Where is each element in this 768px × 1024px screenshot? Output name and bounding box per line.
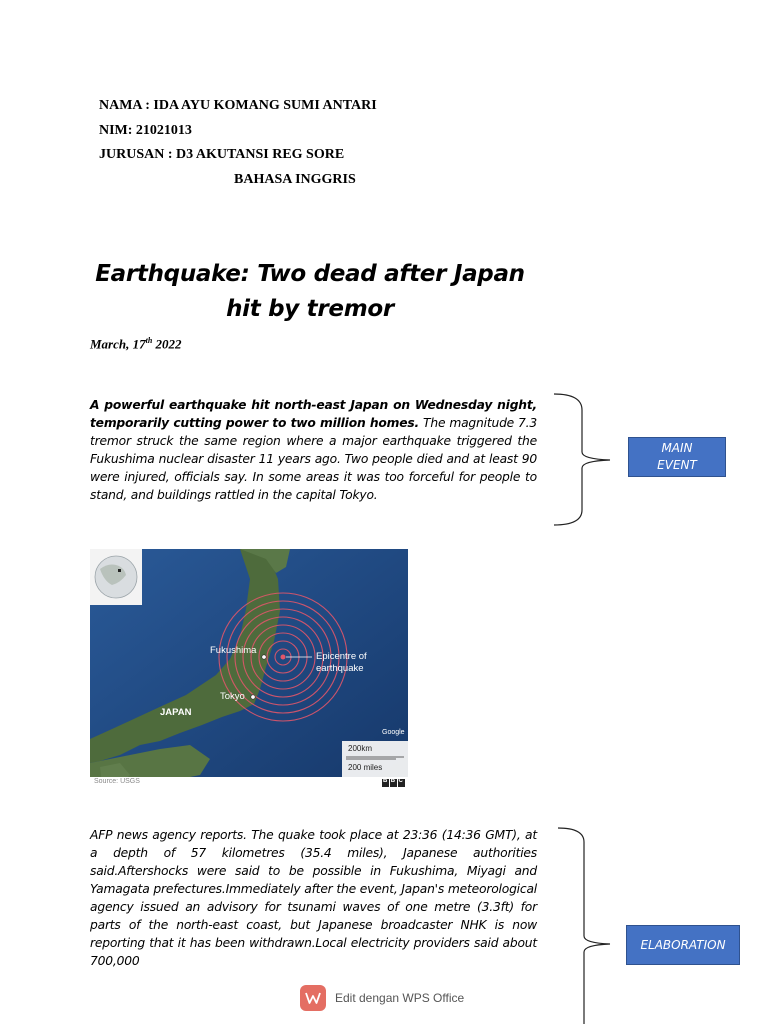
title-line-2: hit by tremor [226, 296, 394, 322]
main-event-label [628, 437, 726, 477]
map-bbc: BBC [383, 778, 407, 784]
map-label-epicentre-line2: earthquake [316, 663, 364, 674]
map-label-google: Google [382, 729, 405, 736]
elaboration-label: ELABORATION [626, 925, 740, 965]
map-scale-miles: 200 miles [348, 763, 383, 772]
elaboration-bracket [556, 826, 614, 1024]
lead-sentence: A powerful earthquake hit north-east Japan on Wednesday night, temporarily cutting power to two million homes. [90, 398, 537, 430]
map-scale-km: 200km [348, 744, 373, 753]
tokyo-dot [251, 695, 255, 699]
article-date [90, 336, 182, 352]
wps-logo-icon [300, 985, 326, 1011]
map-label-fukushima: Fukushima [210, 645, 257, 656]
map-label-epicentre [316, 651, 367, 675]
date-suffix: th [145, 336, 153, 345]
map-source: Source: USGS [94, 778, 140, 785]
epicentre-dot [281, 655, 286, 660]
subject-name: BAHASA INGGRIS [234, 171, 356, 187]
main-event-label-line1: MAIN [661, 441, 693, 455]
fukushima-dot [262, 655, 266, 659]
date-month-day: March, 17 [90, 336, 146, 352]
student-name: NAMA : IDA AYU KOMANG SUMI ANTARI [99, 98, 377, 113]
date-year: 2022 [152, 336, 182, 352]
main-event-bracket [552, 392, 614, 528]
article-title [80, 257, 540, 327]
earthquake-map [90, 549, 408, 789]
map-label-epicentre-line1: Epicentre of [316, 651, 367, 662]
title-line-1: Earthquake: Two dead after Japan [95, 261, 525, 287]
map-label-japan: JAPAN [160, 707, 192, 718]
student-nim: NIM: 21021013 [99, 122, 192, 138]
main-event-label-line2: EVENT [657, 458, 697, 472]
elaboration-paragraph: AFP news agency reports. The quake took place at 23:36 (14:36 GMT), at a depth of 57 kilometres (35.4 miles), Japanese authorities said.Aftershocks were said to be possible in Fukushima, Miyagi and Yamagata prefectures.Immediately after the event, Japan's meteorological agency issued an advisory for tsunami waves of one metre (3.3ft) for parts of the north-east coast, but Japanese broadcaster NHK is now reporting that it has been withdrawn.Local electricity providers said about 700,000 [90, 828, 537, 968]
main-event-paragraph [90, 396, 537, 504]
map-label-tokyo: Tokyo [220, 691, 245, 702]
wps-footer[interactable] [300, 985, 464, 1011]
student-info [99, 94, 377, 192]
lead-body: The magnitude 7.3 tremor struck the same region where a major earthquake triggered the Fukushima nuclear disaster 11 years ago. Two people died and at least 90 were injured, officials say. In some areas it was too forceful for people to stand, and buildings rattled in the capital Tokyo. [90, 416, 537, 502]
student-major: JURUSAN : D3 AKUTANSI REG SORE [99, 147, 345, 162]
wps-footer-text: Edit dengan WPS Office [335, 991, 465, 1005]
